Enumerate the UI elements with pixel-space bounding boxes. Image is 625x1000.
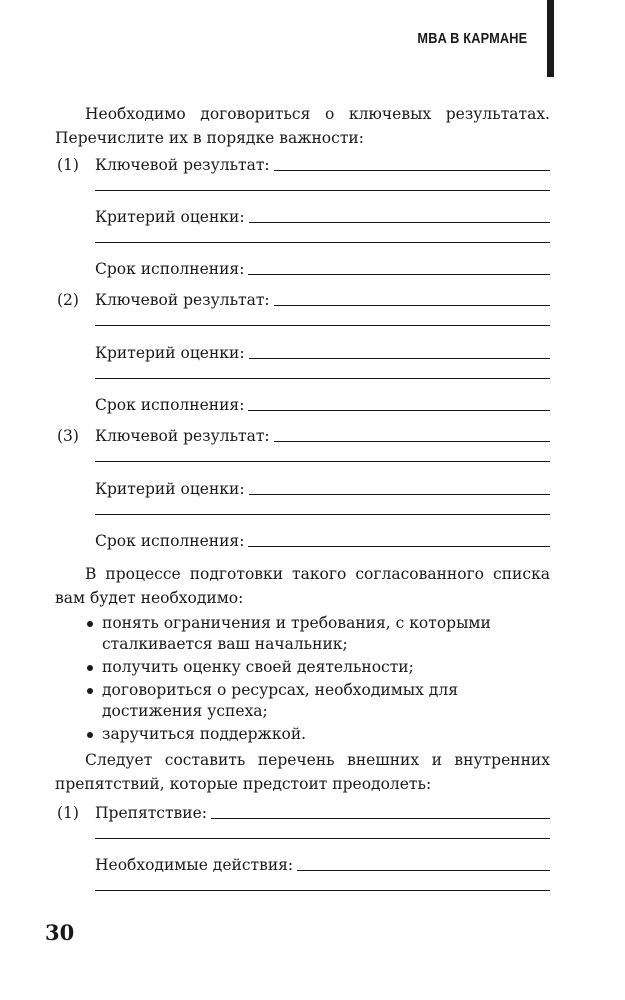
key-result-label: Ключевой результат: — [95, 156, 270, 174]
deadline-field[interactable] — [95, 530, 550, 552]
result-number: (2) — [57, 291, 79, 309]
intro-paragraph: Необходимо договориться о ключевых результатах. Перечислите их в порядке важности: — [55, 105, 550, 147]
bullet-icon — [87, 665, 93, 671]
deadline-label: Срок исполнения: — [95, 396, 245, 414]
obstacle-label: Препятствие: — [95, 804, 208, 822]
list-item: заручиться поддержкой. — [55, 724, 550, 745]
obstacle-field[interactable] — [95, 802, 550, 824]
bullet-icon — [87, 621, 93, 627]
answer-line[interactable] — [95, 461, 550, 462]
obstacle-number: (1) — [57, 804, 79, 822]
header-bar — [547, 0, 554, 77]
deadline-field[interactable] — [95, 258, 550, 280]
list-item: получить оценку своей деятельности; — [55, 657, 550, 678]
key-result-field[interactable] — [95, 289, 550, 311]
deadline-label: Срок исполнения: — [95, 532, 245, 550]
answer-line[interactable] — [95, 514, 550, 515]
answer-line[interactable] — [95, 190, 550, 191]
actions-label: Необходимые действия: — [95, 856, 294, 874]
list-item: договориться о ресурсах, необходимых для достижения успеха; — [55, 680, 550, 722]
deadline-field[interactable] — [95, 394, 550, 416]
criterion-field[interactable] — [95, 206, 550, 228]
criterion-field[interactable] — [95, 478, 550, 500]
criterion-field[interactable] — [95, 342, 550, 364]
key-result-label: Ключевой результат: — [95, 427, 270, 445]
answer-line[interactable] — [95, 378, 550, 379]
obstacles-paragraph: Следует составить перечень внешних и внутренних препятствий, которые предстоит преодолеть: — [55, 751, 550, 793]
criterion-label: Критерий оценки: — [95, 344, 245, 362]
page-number: 30 — [45, 920, 75, 945]
bullet-icon — [87, 732, 93, 738]
deadline-label: Срок исполнения: — [95, 260, 245, 278]
process-paragraph: В процессе подготовки такого согласованного списка вам будет необходимо: — [55, 565, 550, 607]
bullet-list — [55, 613, 550, 747]
result-number: (3) — [57, 427, 79, 445]
running-header: MBA В КАРМАНЕ — [417, 30, 527, 47]
key-result-field[interactable] — [95, 425, 550, 447]
result-number: (1) — [57, 156, 79, 174]
criterion-label: Критерий оценки: — [95, 480, 245, 498]
key-result-label: Ключевой результат: — [95, 291, 270, 309]
answer-line[interactable] — [95, 838, 550, 839]
answer-line[interactable] — [95, 890, 550, 891]
answer-line[interactable] — [95, 325, 550, 326]
criterion-label: Критерий оценки: — [95, 208, 245, 226]
key-result-field[interactable] — [95, 154, 550, 176]
actions-field[interactable] — [95, 854, 550, 876]
answer-line[interactable] — [95, 242, 550, 243]
list-item: понять ограничения и требования, с которыми сталкивается ваш начальник; — [55, 613, 550, 655]
bullet-icon — [87, 688, 93, 694]
